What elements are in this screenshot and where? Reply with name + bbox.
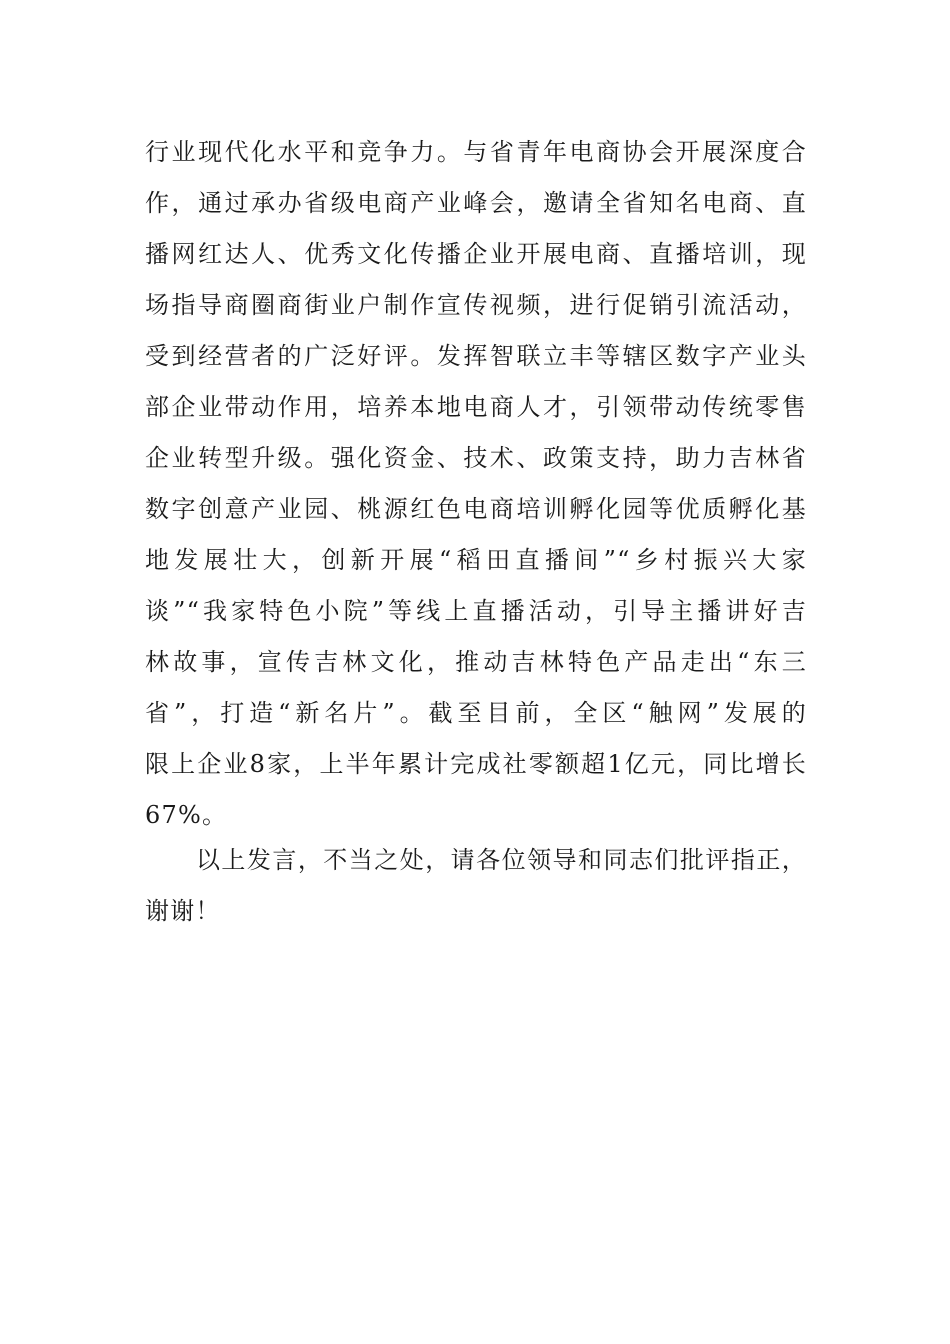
paragraph-line: 行业现代化水平和竞争力。与省青年电商协会开展深度合 xyxy=(145,138,807,166)
paragraph-line: 数字创意产业园、桃源红色电商培训孵化园等优质孵化基 xyxy=(145,495,807,523)
body-paragraph-1 xyxy=(145,127,807,841)
body-paragraph-2 xyxy=(145,835,807,937)
paragraph-line: 地发展壮大，创新开展“稻田直播间”“乡村振兴大家 xyxy=(145,546,807,574)
paragraph-line: 省”，打造“新名片”。截至目前，全区“触网”发展的 xyxy=(145,699,807,727)
paragraph-line: 场指导商圈商街业户制作宣传视频，进行促销引流活动， xyxy=(145,291,807,319)
paragraph-line: 林故事，宣传吉林文化，推动吉林特色产品走出“东三 xyxy=(145,648,807,676)
paragraph-line: 谢谢！ xyxy=(145,897,221,925)
paragraph-line: 作，通过承办省级电商产业峰会，邀请全省知名电商、直 xyxy=(145,189,807,217)
paragraph-line: 67%。 xyxy=(145,801,228,829)
paragraph-line: 谈”“我家特色小院”等线上直播活动，引导主播讲好吉 xyxy=(145,597,807,625)
paragraph-line: 播网红达人、优秀文化传播企业开展电商、直播培训，现 xyxy=(145,240,807,268)
paragraph-line: 部企业带动作用，培养本地电商人才，引领带动传统零售 xyxy=(145,393,807,421)
paragraph-line: 限上企业8家，上半年累计完成社零额超1亿元，同比增长 xyxy=(145,750,807,778)
paragraph-line: 受到经营者的广泛好评。发挥智联立丰等辖区数字产业头 xyxy=(145,342,807,370)
paragraph-line: 企业转型升级。强化资金、技术、政策支持，助力吉林省 xyxy=(145,444,807,472)
paragraph-line: 以上发言，不当之处，请各位领导和同志们批评指正， xyxy=(145,846,807,874)
